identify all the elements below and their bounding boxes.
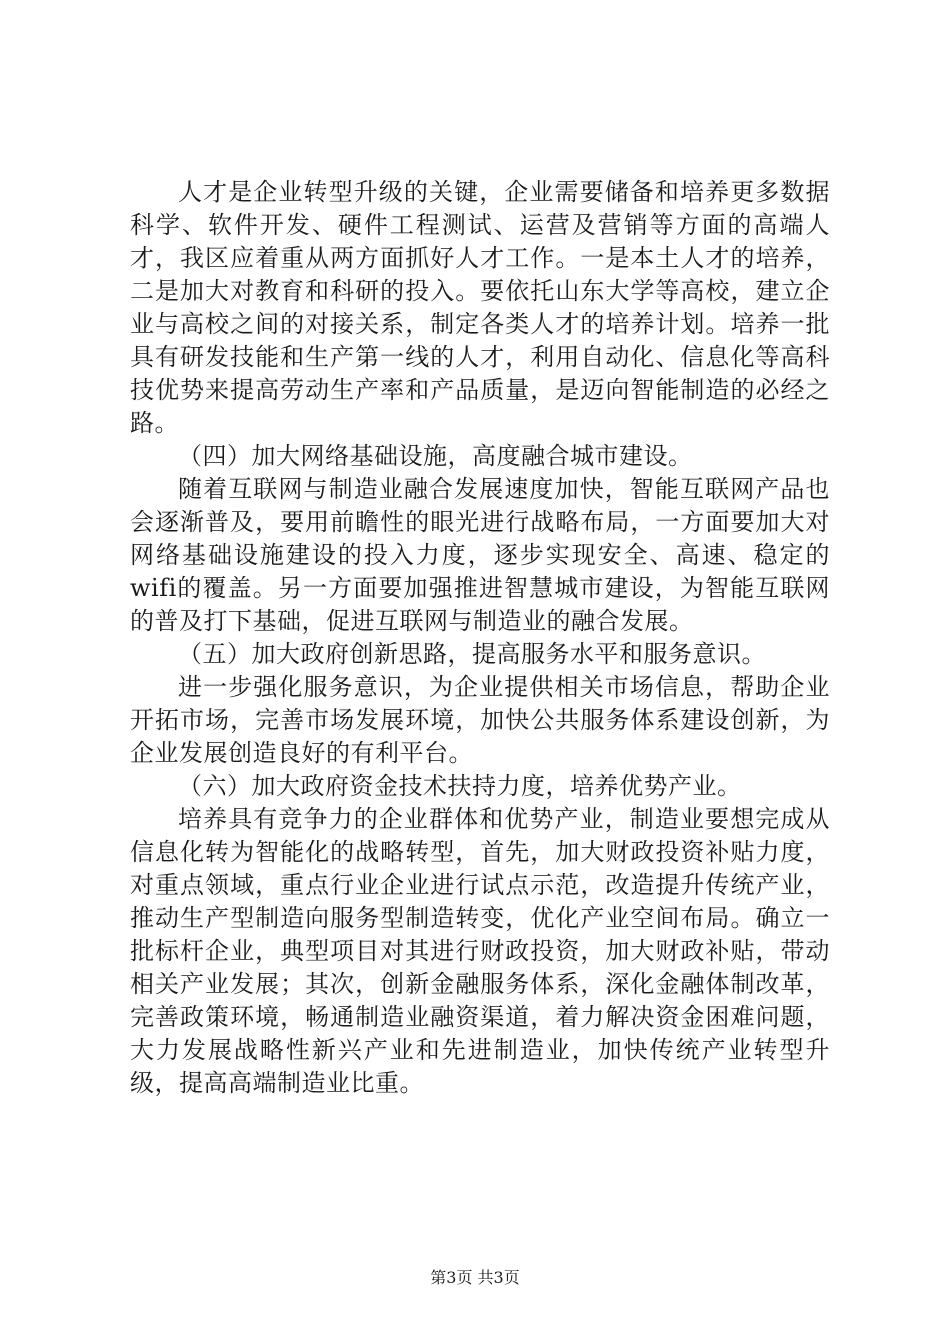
paragraph-talent: 人才是企业转型升级的关键，企业需要储备和培养更多数据科学、软件开发、硬件工程测试、运营及营销等方面的高端人才，我区应着重从两方面抓好人才工作。一是本土人才的培养，二是加大对教育和科研的投入。要依托山东大学等高校，建立企业与高校之间的对接关系，制定各类人才的培养计划。培养一批具有研发技能和生产第一线的人才，利用自动化、信息化等高科技优势来提高劳动生产率和产品质量，是迈向智能制造的必经之路。 — [130, 178, 830, 437]
paragraph-service: 进一步强化服务意识，为企业提供相关市场信息，帮助企业开拓市场，完善市场发展环境，加快公共服务体系建设创新，为企业发展创造良好的有利平台。 — [130, 673, 830, 767]
page-number-footer: 第3页 共3页 — [430, 1268, 520, 1287]
paragraph-funding: 培养具有竞争力的企业群体和优势产业，制造业要想完成从信息化转为智能化的战略转型，首先，加大财政投资补贴力度，对重点领域，重点行业企业进行试点示范，改造提升传统产业，推动生产型制造向服务型制造转变，优化产业空间布局。确立一批标杆企业，典型项目对其进行财政投资，加大财政补贴，带动相关产业发展；其次，创新金融服务体系，深化金融体制改革，完善政策环境，畅通制造业融资渠道，着力解决资金困难问题，大力发展战略性新兴产业和先进制造业，加快传统产业转型升级，提高高端制造业比重。 — [130, 805, 830, 1097]
document-body — [130, 176, 830, 1100]
paragraph-network: 随着互联网与制造业融合发展速度加快，智能互联网产品也会逐渐普及，要用前瞻性的眼光进行战略布局，一方面要加大对网络基础设施建设的投入力度，逐步实现安全、高速、稳定的wifi的覆盖。另一方面要加强推进智慧城市建设，为智能互联网的普及打下基础，促进互联网与制造业的融合发展。 — [130, 475, 830, 635]
heading-section-4: （四）加大网络基础设施，高度融合城市建设。 — [178, 442, 693, 470]
heading-section-5: （五）加大政府创新思路，提高服务水平和服务意识。 — [178, 640, 766, 668]
heading-section-6: （六）加大政府资金技术扶持力度，培养优势产业。 — [178, 772, 742, 800]
